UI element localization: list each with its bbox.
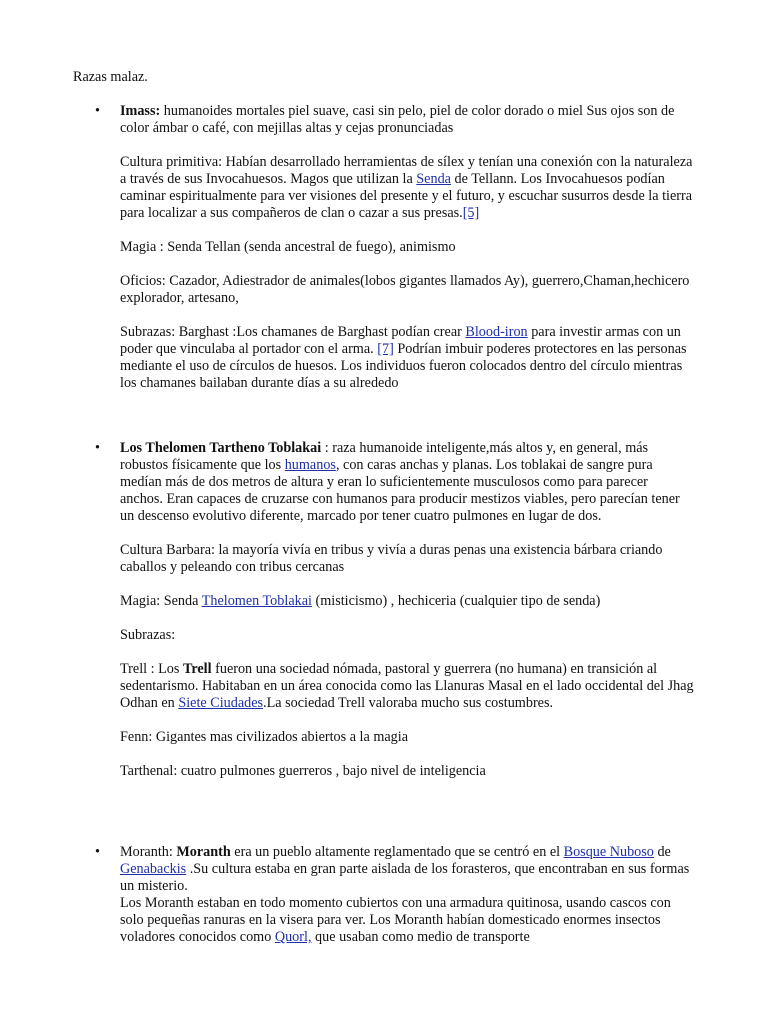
imass-cultura [120,154,694,222]
paragraph-text: fueron una sociedad nómada, pastoral y guerrera (no humana) en transición al sedentarismo. Habitaban en un área conocida como las Llanuras Masal en el lado occidental del Jhag Odhan en [120,661,694,711]
imass-oficios: Oficios: Cazador, Adiestrador de animales(lobos gigantes llamados Ay), guerrero,Chaman,hechicero explorador, artesano, [120,273,690,306]
imass-intro [120,103,694,137]
paragraph-text: Trell : Los [120,661,183,677]
thelomen-toblakai-link[interactable]: Thelomen Toblakai [201,593,312,609]
thelomen-subrazas-label: Subrazas: [120,627,176,643]
trell-bold: Trell [182,661,212,677]
reference-7-link[interactable]: [7] [377,341,394,357]
thelomen-intro [120,440,694,525]
race-name: Imass: [120,103,161,119]
imass-magia: Magia : Senda Tellan (senda ancestral de fuego), animismo [120,239,456,255]
paragraph-text: que usaban como medio de transporte [311,929,530,945]
paragraph-text: Magia: Senda [120,593,202,609]
paragraph-text: Subrazas: Barghast :Los chamanes de Barghast podían crear [120,324,466,340]
list-item-body [120,844,694,946]
paragraph-text: Cultura primitiva: Habían desarrollado herramientas de sílex y tenían una conexión con la naturaleza a través de sus Invocahuesos. Magos que utilizan la [120,154,693,187]
paragraph-text: Podrían imbuir poderes protectores en las personas mediante el uso de círculos de huesos. Los individuos fueron colocados dentro del círculo mientras los chamanes bailaban durante días a su alrededo [120,341,687,391]
tarthenal-paragraph: Tarthenal: cuatro pulmones guerreros , bajo nivel de inteligencia [120,763,486,779]
paragraph-text: Moranth: [120,844,177,860]
moranth-intro [120,844,694,895]
moranth-body [120,895,694,946]
paragraph-text: .La sociedad Trell valoraba mucho sus costumbres. [263,695,554,711]
paragraph-text: : raza humanoide inteligente,más altos y, en general, más robustos físicamente que los [120,440,649,473]
genabackis-link[interactable]: Genabackis [120,861,187,877]
paragraph-text: de [653,844,671,860]
list-item-body [120,440,694,780]
blood-iron-link[interactable]: Blood-iron [465,324,528,340]
list-item-body [120,103,694,392]
reference-5-link[interactable]: [5] [462,205,480,221]
paragraph-text: para investir armas con un poder que vinculaba al portador con el arma. [120,324,681,357]
bullet-icon: • [95,103,100,119]
paragraph-text: Los Moranth estaban en todo momento cubiertos con una armadura quitinosa, usando cascos con solo pequeñas ranuras en la visera para ver. Los Moranth habían domesticado enormes insectos voladores conocidos como [120,895,671,945]
fenn-paragraph: Fenn: Gigantes mas civilizados abiertos a la magia [120,729,409,745]
bosque-nuboso-link[interactable]: Bosque Nuboso [563,844,654,860]
trell-paragraph [120,661,694,712]
senda-link[interactable]: Senda [416,171,451,187]
humanos-link[interactable]: humanos [284,457,336,473]
paragraph-text: (misticismo) , hechiceria (cualquier tipo de senda) [311,593,601,609]
siete-ciudades-link[interactable]: Siete Ciudades [178,695,264,711]
intro-text: humanoides mortales piel suave, casi sin pelo, piel de color dorado o miel Sus ojos son de color ámbar o café, con mejillas altas y cejas pronunciadas [120,103,675,136]
document-title: Razas malaz. [73,69,148,85]
paragraph-text: , con caras anchas y planas. Los toblakai de sangre pura medían más de dos metros de altura y eran lo suficientemente musculosos como para parecer anchos. Eran capaces de cruzarse con humanos para producir mestizos viables, pero parecían tener un descenso evolutivo diferente, marcado por tener cuatro pulmones en lugar de dos. [120,457,680,524]
race-name: Los Thelomen Tartheno Toblakai [120,440,322,456]
thelomen-cultura: Cultura Barbara: la mayoría vivía en tribus y vivía a duras penas una existencia bárbara criando caballos y peleando con tribus cercanas [120,542,663,575]
imass-subrazas [120,324,694,392]
paragraph-text: de Tellann. Los Invocahuesos podían caminar espiritualmente para ver visiones del presente y el futuro, y escuchar susurros desde la tierra para localizar a sus compañeros de clan o cazar a sus presas. [120,171,693,221]
paragraph-text: era un pueblo altamente reglamentado que se centró en el [230,844,564,860]
thelomen-magia [120,593,694,610]
bullet-icon: • [95,844,100,860]
moranth-bold: Moranth [176,844,231,860]
bullet-icon: • [95,440,100,456]
paragraph-text: .Su cultura estaba en gran parte aislada de los forasteros, que encontraban en sus formas un misterio. [120,861,690,894]
quorl-link[interactable]: Quorl, [274,929,312,945]
